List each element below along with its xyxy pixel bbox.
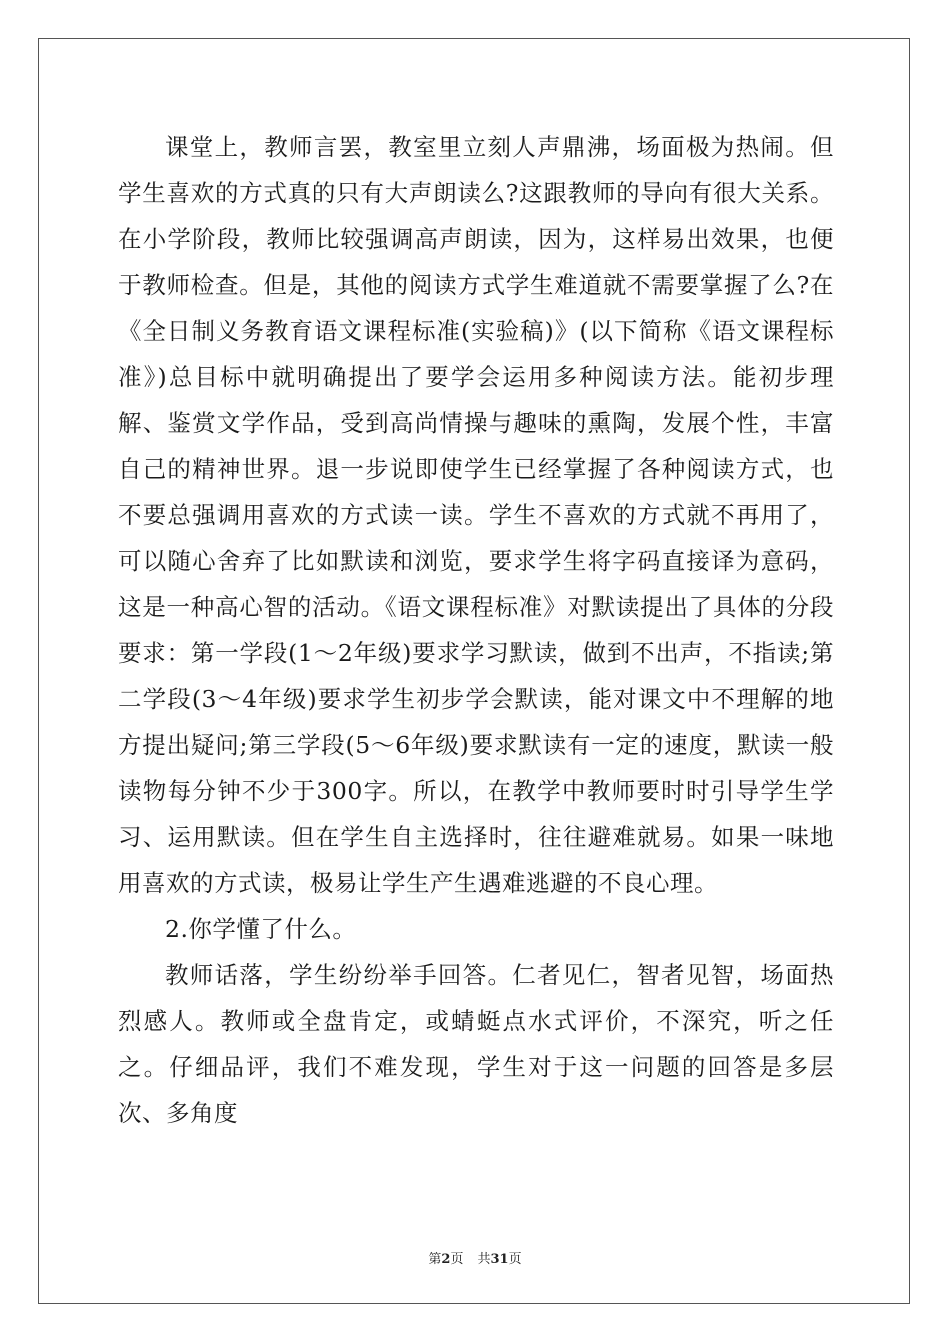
total-pages: 31 xyxy=(490,1252,509,1267)
total-prefix: 共 xyxy=(477,1252,491,1267)
paragraph-teacher-response: 教师话落，学生纷纷举手回答。仁者见仁，智者见智，场面热烈感人。教师或全盘肯定，或蜻蜓点水式评价，不深究，听之任之。仔细品评，我们不难发现，学生对于这一问题的回答是多层次、多角度 xyxy=(118,961,834,1127)
page-number: 2 xyxy=(441,1252,451,1267)
paragraph-heading-what-learned: 2.你学懂了什么。 xyxy=(165,915,357,943)
page-prefix: 第 xyxy=(428,1252,442,1267)
total-suffix: 页 xyxy=(508,1252,522,1267)
page-suffix: 页 xyxy=(450,1252,464,1267)
page-footer xyxy=(0,1248,950,1267)
paragraph-reading-methods: 课堂上，教师言罢，教室里立刻人声鼎沸，场面极为热闹。但学生喜欢的方式真的只有大声朗读么?这跟教师的导向有很大关系。在小学阶段，教师比较强调高声朗读，因为，这样易出效果，也便于教师检查。但是，其他的阅读方式学生难道就不需要掌握了么?在《全日制义务教育语文课程标准(实验稿)》(以下简称《语文课程标准》)总目标中就明确提出了要学会运用多种阅读方法。能初步理解、鉴赏文学作品，受到高尚情操与趣味的熏陶，发展个性，丰富自己的精神世界。退一步说即使学生已经掌握了各种阅读方式，也不要总强调用喜欢的方式读一读。学生不喜欢的方式就不再用了，可以随心舍弃了比如默读和浏览，要求学生将字码直接译为意码，这是一种高心智的活动。《语文课程标准》对默读提出了具体的分段要求：第一学段(1～2年级)要求学习默读，做到不出声，不指读;第二学段(3～4年级)要求学生初步学会默读，能对课文中不理解的地方提出疑问;第三学段(5～6年级)要求默读有一定的速度，默读一般读物每分钟不少于300字。所以，在教学中教师要时时引导学生学习、运用默读。但在学生自主选择时，往往避难就易。如果一味地用喜欢的方式读，极易让学生产生遇难逃避的不良心理。 xyxy=(118,133,834,897)
document-body xyxy=(118,124,834,1136)
